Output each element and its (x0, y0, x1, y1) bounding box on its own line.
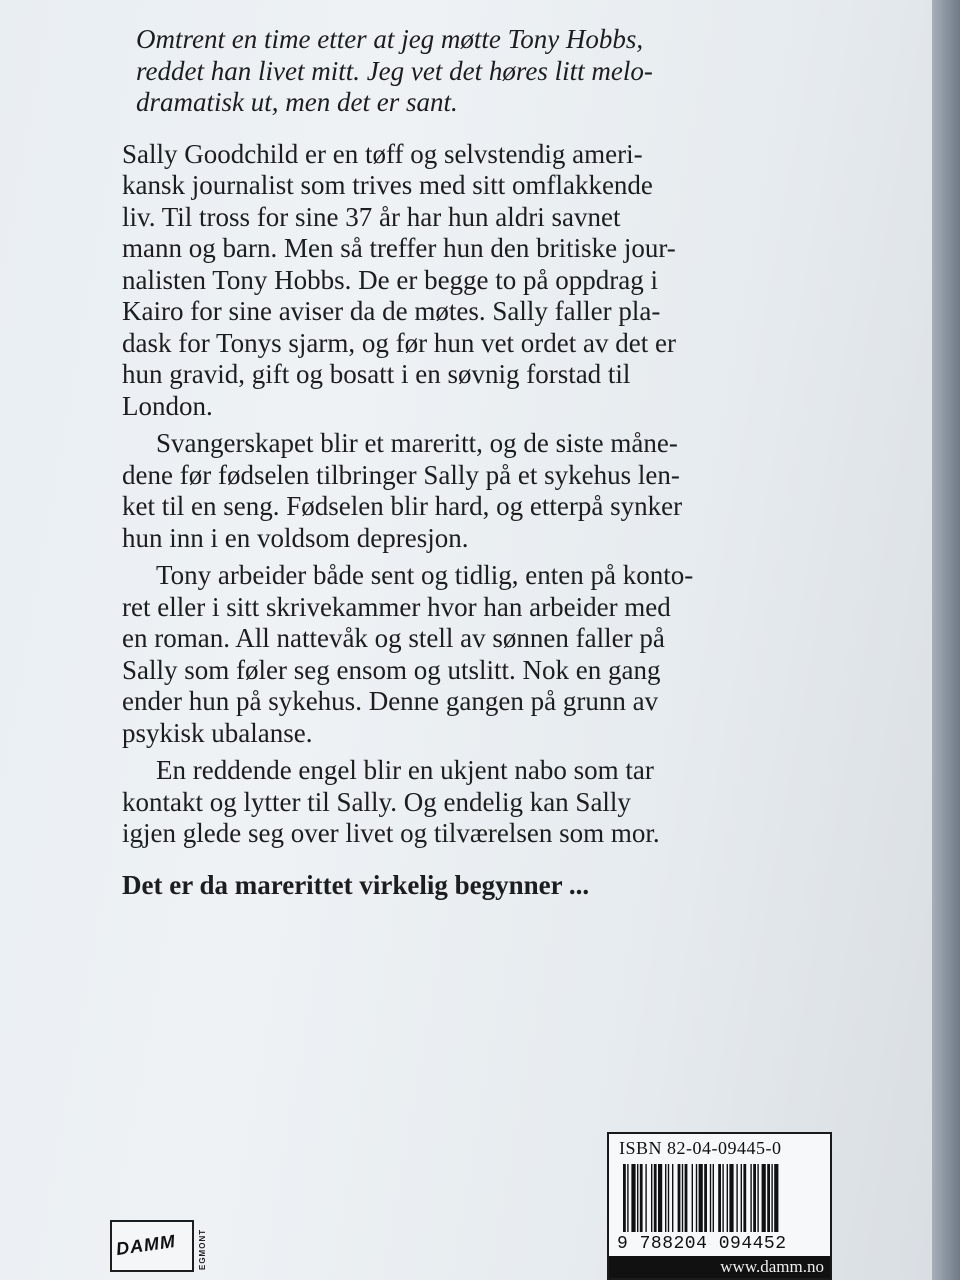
closing-line: Det er da marerittet virkelig begynner ... (122, 869, 590, 900)
isbn-number: ISBN 82-04-09445-0 (619, 1138, 782, 1158)
blurb-paragraph-4: En reddende engel blir en ukjent nabo som tar kontakt og lytter til Sally. Og endelig kan Sally igjen glede seg over livet og tilværelsen som mor. (122, 755, 660, 848)
barcode-icon (623, 1164, 819, 1234)
blurb-paragraph-3: Tony arbeider både sent og tidlig, enten på konto- ret eller i sitt skrivekammer hvor han arbeider med en roman. All nattevåk og stell av sønnen faller på Sally som føler seg ensom og utslitt. Nok en gang ender hun på sykehus. Denne gangen på grunn av psykisk ubalanse. (122, 560, 694, 748)
website-strip (609, 1256, 830, 1278)
cover-edge (932, 0, 960, 1280)
isbn-barcode (607, 1132, 832, 1280)
publisher-logo (110, 1218, 210, 1274)
blurb-text (122, 24, 862, 907)
damm-logo-icon (110, 1220, 194, 1272)
publisher-logo-text: DAMM (114, 1230, 178, 1260)
publisher-website: www.damm.no (720, 1257, 824, 1276)
blurb-paragraph-1: Sally Goodchild er en tøff og selvstendig ameri- kansk journalist som trives med sitt omflakkende liv. Til tross for sine 37 år har hun aldri savnet mann og barn. Men så treffer hun den britiske jour- nalisten Tony Hobbs. De er begge to på oppdrag i Kairo for sine aviser da de møtes. Sally faller pla- dask for Tonys sjarm, og før hun vet ordet av det er hun gravid, gift og bosatt i en søvnig forstad til London. (122, 138, 676, 421)
publisher-side-text: EGMONT (198, 1228, 207, 1270)
blurb-paragraph-2: Svangerskapet blir et mareritt, og de siste måne- dene før fødselen tilbringer Sally på et sykehus len- ket til en seng. Fødselen blir hard, og etterpå synker hun inn i en voldsom depresjon. (122, 428, 683, 553)
intro-quote: Omtrent en time etter at jeg møtte Tony Hobbs, reddet han livet mitt. Jeg vet det høres litt melo- dramatisk ut, men det er sant. (136, 24, 653, 117)
barcode-digits: 9 788204 094452 (617, 1234, 787, 1254)
